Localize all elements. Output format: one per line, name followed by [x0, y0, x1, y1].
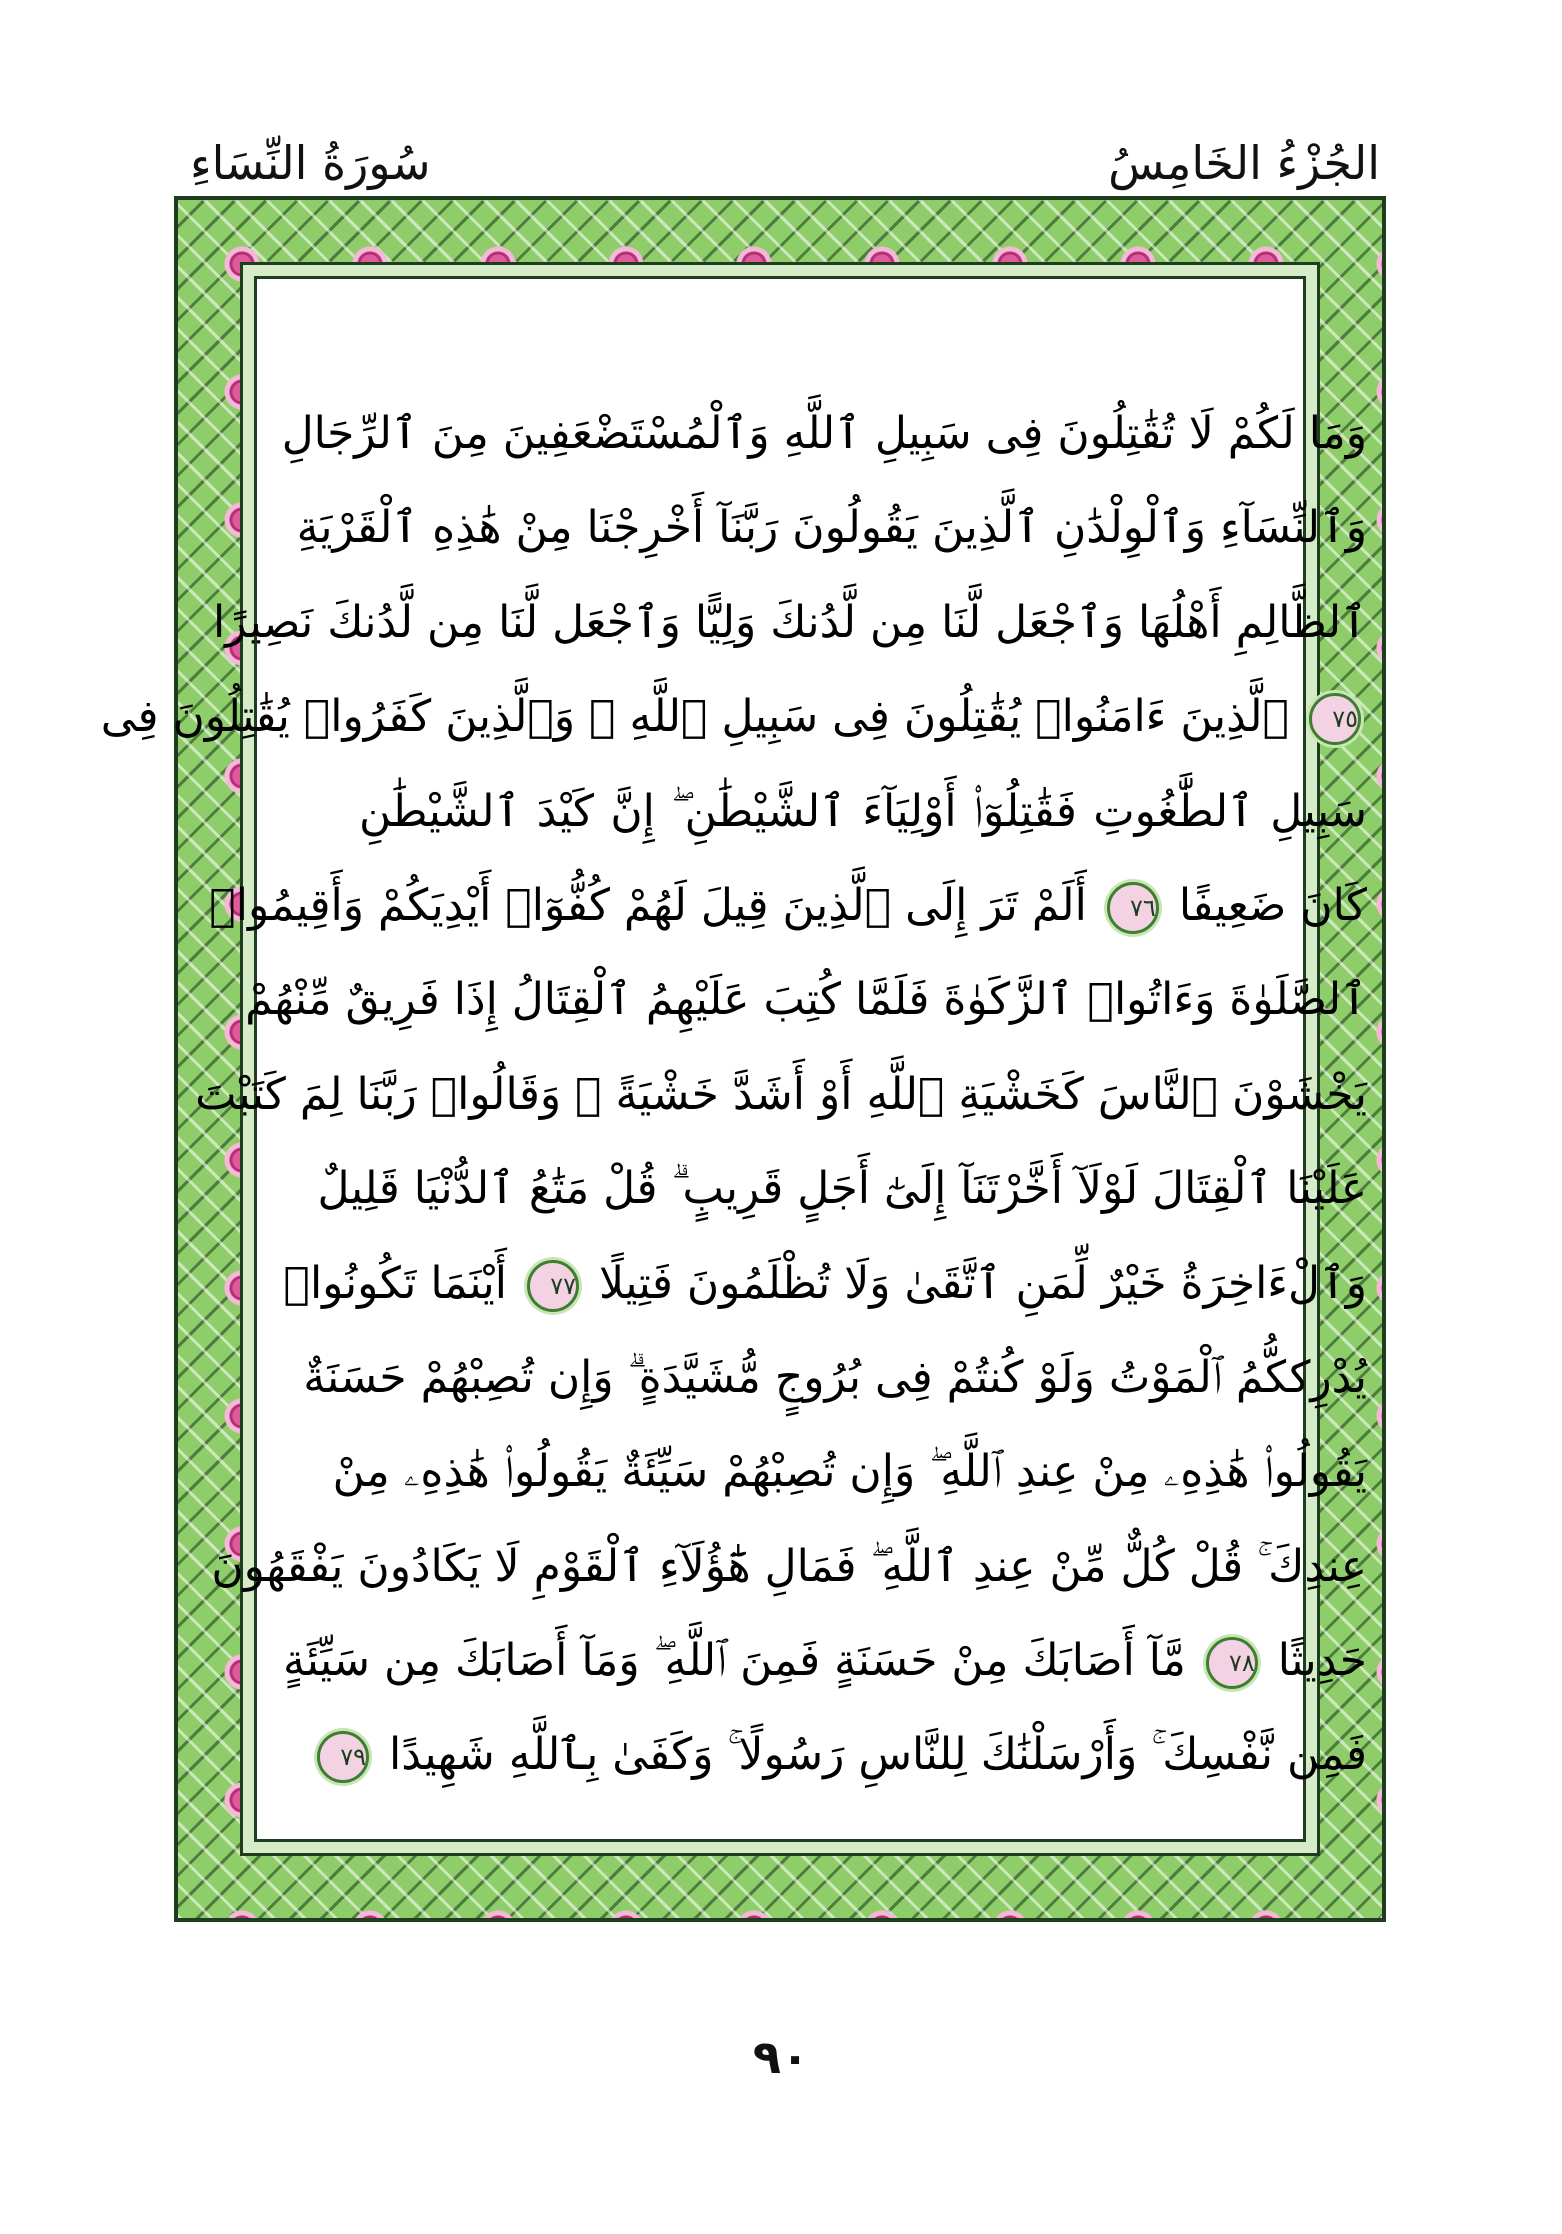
text-line — [296, 481, 1367, 575]
text-line — [211, 1520, 1367, 1614]
text-line — [359, 765, 1367, 859]
verse-text: يَخْشَوْنَ ٱلنَّاسَ كَخَشْيَةِ ٱللَّهِ أَوْ أَشَدَّ خَشْيَةً ۚ وَقَالُوا۟ رَبَّنَا لِمَ كَتَبْتَ — [195, 1068, 1367, 1120]
text-panel — [100, 276, 1367, 1842]
verse-text: يَقُولُوا۟ هَٰذِهِۦ مِنْ عِندِ ٱللَّهِ ۖ وَإِن تُصِبْهُمْ سَيِّئَةٌ يَقُولُوا۟ هَٰذِهِۦ مِنْ — [332, 1446, 1367, 1498]
text-line — [195, 1048, 1367, 1142]
verse-text: مَّآ أَصَابَكَ مِنْ حَسَنَةٍ فَمِنَ ٱللَّهِ ۖ وَمَآ أَصَابَكَ مِن سَيِّئَةٍ — [282, 1635, 1186, 1687]
text-line — [209, 859, 1367, 953]
text-line — [283, 1237, 1367, 1331]
text-line — [303, 1331, 1367, 1425]
text-line — [100, 670, 1367, 764]
verse-text: عِندِكَ ۚ قُلْ كُلٌّ مِّنْ عِندِ ٱللَّهِ ۖ فَمَالِ هَٰٓؤُلَآءِ ٱلْقَوْمِ لَا يَكَادُونَ يَفْقَهُونَ — [211, 1540, 1367, 1592]
text-line — [213, 576, 1367, 670]
text-line — [317, 1142, 1367, 1236]
verse-text: يُدْرِككُّمُ ٱلْمَوْتُ وَلَوْ كُنتُمْ فِى بُرُوجٍ مُّشَيَّدَةٍ ۗ وَإِن تُصِبْهُمْ حَسَنَةٌ — [303, 1351, 1367, 1403]
page-header — [190, 128, 1380, 198]
text-line — [332, 1425, 1367, 1519]
verse-text: ٱلظَّالِمِ أَهْلُهَا وَٱجْعَل لَّنَا مِن لَّدُنكَ وَلِيًّا وَٱجْعَل لَّنَا مِن لَّدُنكَ نَصِيرًا — [213, 596, 1367, 648]
ayah-number-marker: ٧٩ — [317, 1731, 369, 1783]
text-line — [340, 1708, 1367, 1802]
verse-text: عَلَيْنَا ٱلْقِتَالَ لَوْلَآ أَخَّرْتَنَآ إِلَىٰٓ أَجَلٍ قَرِيبٍ ۗ قُلْ مَتَٰعُ ٱلدُّنْيَا قَلِيلٌ — [317, 1163, 1367, 1215]
quran-text — [100, 387, 1367, 1897]
verse-text: وَٱلْءَاخِرَةُ خَيْرٌ لِّمَنِ ٱتَّقَىٰ وَلَا تُظْلَمُونَ فَتِيلًا — [599, 1257, 1367, 1309]
verse-text: ٱلصَّلَوٰةَ وَءَاتُوا۟ ٱلزَّكَوٰةَ فَلَمَّا كُتِبَ عَلَيْهِمُ ٱلْقِتَالُ إِذَا فَرِيقٌ مِّنْهُمْ — [245, 974, 1367, 1026]
verse-text: حَدِيثًا — [1277, 1635, 1367, 1687]
verse-text: وَٱلنِّسَآءِ وَٱلْوِلْدَٰنِ ٱلَّذِينَ يَقُولُونَ رَبَّنَآ أَخْرِجْنَا مِنْ هَٰذِهِ ٱلْقَرْيَةِ — [296, 502, 1367, 554]
verse-text: أَيْنَمَا تَكُونُوا۟ — [283, 1257, 508, 1309]
verse-text: وَمَا لَكُمْ لَا تُقَٰتِلُونَ فِى سَبِيلِ ٱللَّهِ وَٱلْمُسْتَضْعَفِينَ مِنَ ٱلرِّجَالِ — [281, 408, 1367, 459]
ayah-number-marker: ٧٥ — [1309, 693, 1361, 745]
verse-text: ٱلَّذِينَ ءَامَنُوا۟ يُقَٰتِلُونَ فِى سَبِيلِ ٱللَّهِ ۖ وَٱلَّذِينَ كَفَرُوا۟ يُقَٰتِلُونَ فِى — [100, 691, 1289, 743]
text-line — [282, 1614, 1367, 1708]
verse-text: سَبِيلِ ٱلطَّٰغُوتِ فَقَٰتِلُوٓا۟ أَوْلِيَآءَ ٱلشَّيْطَٰنِ ۖ إِنَّ كَيْدَ ٱلشَّيْطَٰنِ — [359, 785, 1367, 837]
verse-text: فَمِن نَّفْسِكَ ۚ وَأَرْسَلْنَٰكَ لِلنَّاسِ رَسُولًا ۚ وَكَفَىٰ بِٱللَّهِ شَهِيدًا — [389, 1729, 1367, 1781]
ayah-number-marker: ٧٨ — [1206, 1637, 1258, 1689]
surah-title: سُورَةُ النِّسَاءِ — [190, 136, 431, 190]
verse-text: أَلَمْ تَرَ إِلَى ٱلَّذِينَ قِيلَ لَهُمْ كُفُّوٓا۟ أَيْدِيَكُمْ وَأَقِيمُوا۟ — [209, 879, 1087, 931]
ayah-number-marker: ٧٧ — [527, 1260, 579, 1312]
text-line — [245, 953, 1367, 1047]
page-number: ٩٠ — [752, 2030, 810, 2084]
ayah-number-marker: ٧٦ — [1107, 882, 1159, 934]
ornamental-frame — [100, 196, 1386, 1922]
verse-text: كَانَ ضَعِيفًا — [1178, 879, 1367, 931]
text-line — [281, 387, 1367, 481]
juz-title: الجُزْءُ الخَامِسُ — [1108, 136, 1380, 190]
